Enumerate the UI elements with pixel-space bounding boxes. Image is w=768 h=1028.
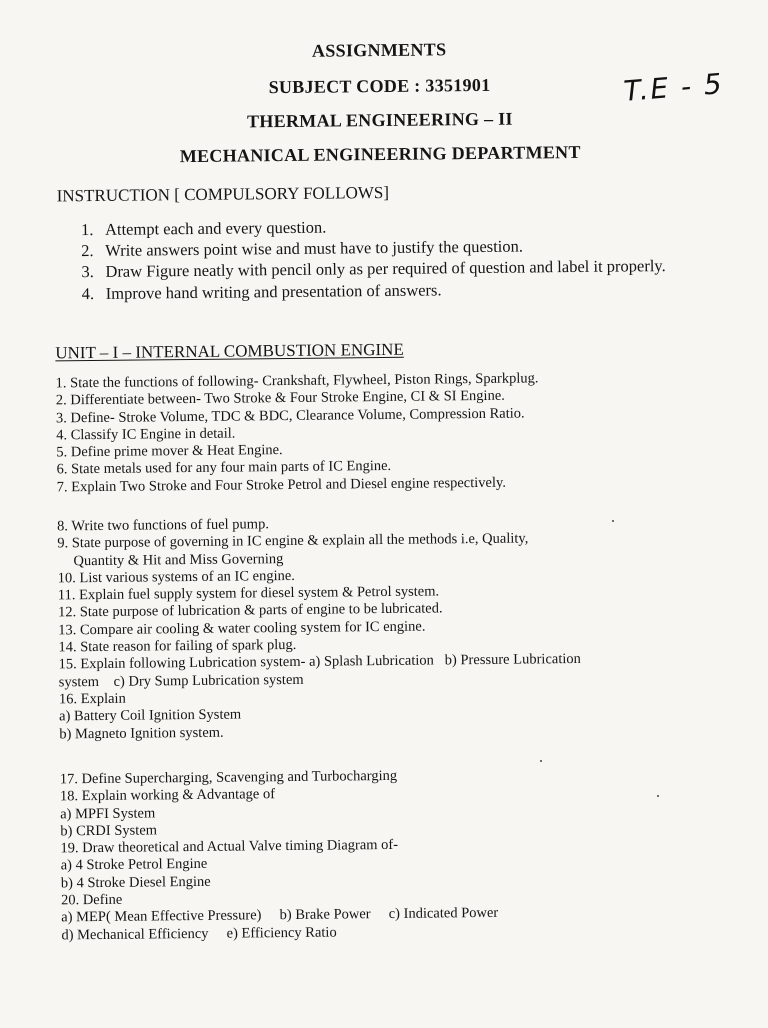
question-line: b) 4 Stroke Diesel Engine: [60, 873, 211, 892]
instruction-list: [81, 213, 682, 304]
question-line: Quantity & Hit and Miss Governing: [73, 550, 284, 569]
question-line: 10. List various systems of an IC engine.: [57, 567, 295, 587]
question-line: 2. Differentiate between- Two Stroke & Four Stroke Engine, CI & SI Engine.: [55, 388, 505, 409]
instruction-heading: INSTRUCTION [ COMPULSORY FOLLOWS]: [56, 182, 390, 206]
question-line: 7. Explain Two Stroke and Four Stroke Petrol and Diesel engine respectively.: [56, 474, 506, 496]
question-line: a) MPFI System: [60, 805, 156, 823]
question-line: 8. Write two functions of fuel pump.: [57, 516, 269, 535]
subject-code: SUBJECT CODE : 3351901: [268, 74, 491, 98]
question-list-1: [56, 369, 697, 497]
question-line: a) 4 Stroke Petrol Engine: [60, 856, 208, 874]
handwritten-annotation: T.E - 5: [622, 66, 725, 108]
instruction-number: 3.: [81, 262, 94, 282]
instruction-text: Improve hand writing and presentation of answers.: [105, 280, 442, 303]
instruction-number: 2.: [81, 241, 94, 261]
question-line: 12. State purpose of lubrication & parts of engine to be lubricated.: [57, 600, 443, 621]
question-line: 19. Draw theoretical and Actual Valve timing Diagram of-: [60, 837, 399, 857]
question-line: 11. Explain fuel supply system for diesel system & Petrol system.: [57, 583, 440, 604]
instruction-text: Draw Figure neatly with pencil only as per required of question and label it properly.: [105, 256, 666, 281]
question-line: 3. Define- Stroke Volume, TDC & BDC, Clearance Volume, Compression Ratio.: [55, 405, 525, 427]
scan-speck: [540, 760, 542, 762]
question-line: 17. Define Supercharging, Scavenging and Turbocharging: [59, 767, 398, 788]
question-line: 14. State reason for failing of spark plug.: [58, 637, 297, 656]
question-line: 18. Explain working & Advantage of: [59, 786, 276, 805]
question-line: 9. State purpose of governing in IC engine & explain all the methods i.e, Quality,: [57, 530, 529, 552]
instruction-text: Write answers point wise and must have to justify the question.: [105, 236, 524, 260]
question-list-2: [57, 512, 699, 744]
question-line: 1. State the functions of following- Crankshaft, Flywheel, Piston Rings, Sparkplug.: [55, 370, 539, 392]
question-line: 5. Define prime mover & Heat Engine.: [56, 442, 283, 461]
instruction-number: 1.: [80, 220, 94, 240]
question-line: 4. Classify IC Engine in detail.: [56, 425, 236, 444]
question-line: b) CRDI System: [60, 822, 158, 840]
question-line: 13. Compare air cooling & water cooling system for IC engine.: [58, 618, 426, 639]
scan-speck: [657, 795, 659, 797]
question-line: b) Magneto Ignition system.: [59, 724, 224, 742]
instruction-text: Attempt each and every question.: [104, 217, 327, 239]
department-name: MECHANICAL ENGINEERING DEPARTMENT: [179, 141, 581, 167]
instruction-number: 4.: [81, 284, 95, 304]
question-line: 15. Explain following Lubrication system- a) Splash Lubrication b) Pressure Lubrication: [58, 651, 581, 673]
question-line: system c) Dry Sump Lubrication system: [58, 671, 304, 691]
question-line: a) MEP( Mean Effective Pressure) b) Brake Power c) Indicated Power: [61, 905, 499, 926]
question-list-3: [60, 765, 702, 945]
subject-name: THERMAL ENGINEERING – II: [246, 108, 513, 132]
question-line: a) Battery Coil Ignition System: [59, 706, 242, 725]
question-line: 20. Define: [60, 891, 123, 909]
doc-title: ASSIGNMENTS: [311, 39, 447, 61]
question-line: 6. State metals used for any four main parts of IC Engine.: [56, 458, 392, 478]
question-line: d) Mechanical Efficiency e) Efficiency Ratio: [61, 924, 337, 944]
question-line: 16. Explain: [58, 690, 126, 708]
unit-heading: UNIT – I – INTERNAL COMBUSTION ENGINE: [55, 339, 404, 363]
scan-speck: [612, 520, 614, 522]
